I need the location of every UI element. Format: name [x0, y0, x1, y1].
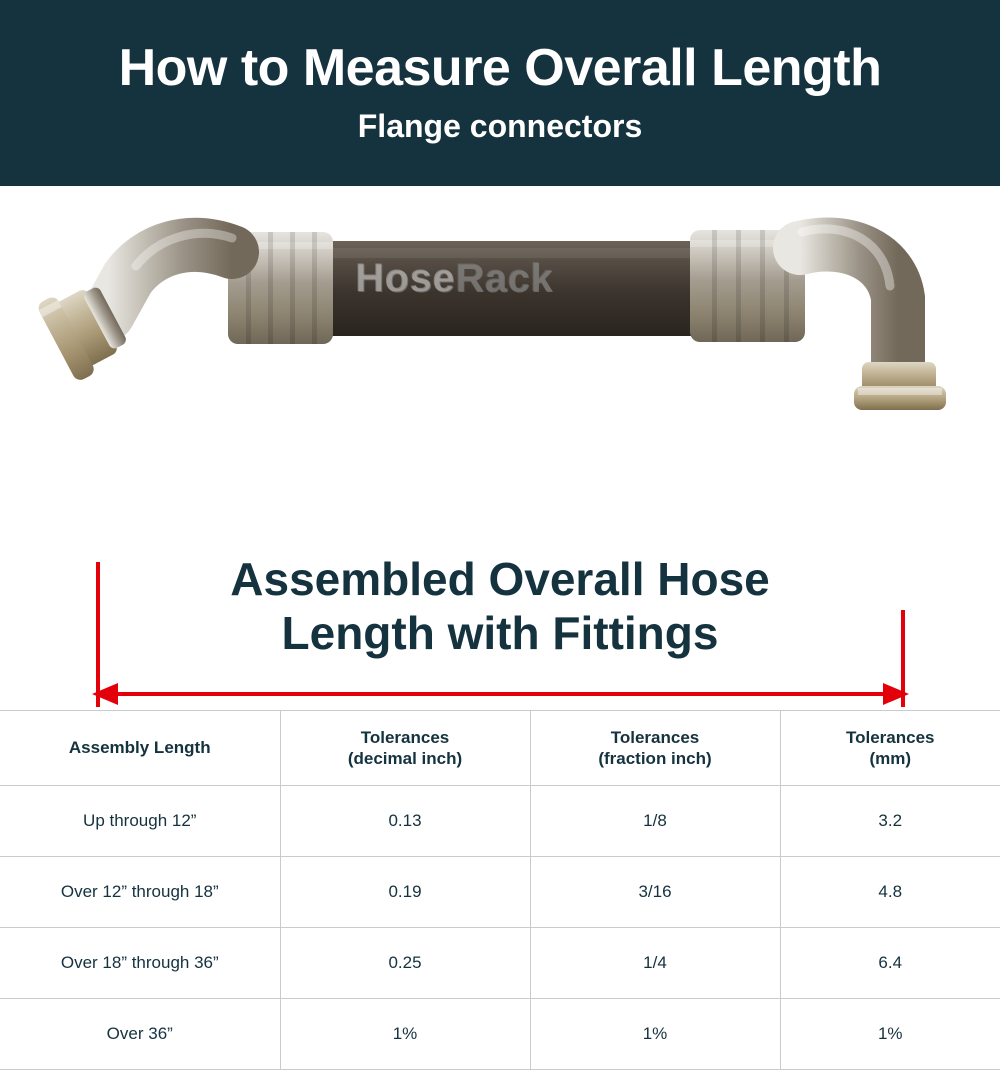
arrow-head-right	[883, 683, 909, 705]
cell-tolerance-fraction: 1%	[530, 999, 780, 1070]
right-elbow-fitting	[800, 229, 898, 368]
caption-line-2: Length with Fittings	[281, 607, 719, 660]
tolerance-table	[0, 710, 1000, 1070]
caption-line-1: Assembled Overall Hose	[230, 553, 770, 605]
header-banner	[0, 0, 1000, 186]
header-tolerance-fraction-line1: Tolerances	[610, 727, 700, 747]
arrow-head-left	[92, 683, 118, 705]
header-tolerance-decimal-line2: (decimal inch)	[347, 749, 463, 768]
right-flange-head	[854, 362, 946, 410]
header-assembly-length	[0, 711, 280, 786]
table-row	[0, 999, 1000, 1070]
watermark-dark-text: Rack	[454, 256, 553, 300]
cell-tolerance-mm: 3.2	[780, 786, 1000, 857]
header-tolerance-fraction-line2: (fraction inch)	[598, 749, 712, 768]
cell-tolerance-decimal: 0.19	[280, 857, 530, 928]
cell-assembly-length: Over 18” through 36”	[0, 928, 280, 999]
brand-watermark	[355, 256, 552, 301]
table-row	[0, 786, 1000, 857]
tolerance-table-wrapper	[0, 710, 1000, 1070]
page-subtitle: Flange connectors	[357, 107, 643, 144]
cell-tolerance-fraction: 1/4	[530, 928, 780, 999]
page-title: How to Measure Overall Length	[118, 39, 882, 98]
cell-tolerance-mm: 1%	[780, 999, 1000, 1070]
cell-assembly-length: Over 12” through 18”	[0, 857, 280, 928]
cell-tolerance-fraction: 1/8	[530, 786, 780, 857]
header-tolerance-decimal-line1: Tolerances	[360, 727, 450, 747]
hose-diagram	[0, 186, 1000, 546]
header-tolerance-decimal	[280, 711, 530, 786]
watermark-light-text: Hose	[355, 256, 455, 300]
header-tolerance-fraction	[530, 711, 780, 786]
cell-tolerance-mm: 4.8	[780, 857, 1000, 928]
header-tolerance-mm	[780, 711, 1000, 786]
cell-assembly-length: Up through 12”	[0, 786, 280, 857]
cell-tolerance-decimal: 1%	[280, 999, 530, 1070]
cell-tolerance-mm: 6.4	[780, 928, 1000, 999]
hose-assembly-illustration	[0, 186, 1000, 546]
header-assembly-length-line1: Assembly Length	[68, 738, 211, 758]
header-tolerance-mm-line2: (mm)	[869, 749, 912, 768]
cell-tolerance-decimal: 0.25	[280, 928, 530, 999]
table-row	[0, 928, 1000, 999]
cell-tolerance-fraction: 3/16	[530, 857, 780, 928]
left-elbow-fitting	[108, 233, 232, 314]
cell-assembly-length: Over 36”	[0, 999, 280, 1070]
diagram-caption	[0, 552, 1000, 661]
table-row	[0, 857, 1000, 928]
table-header-row	[0, 711, 1000, 786]
header-tolerance-mm-line1: Tolerances	[845, 727, 935, 747]
cell-tolerance-decimal: 0.13	[280, 786, 530, 857]
